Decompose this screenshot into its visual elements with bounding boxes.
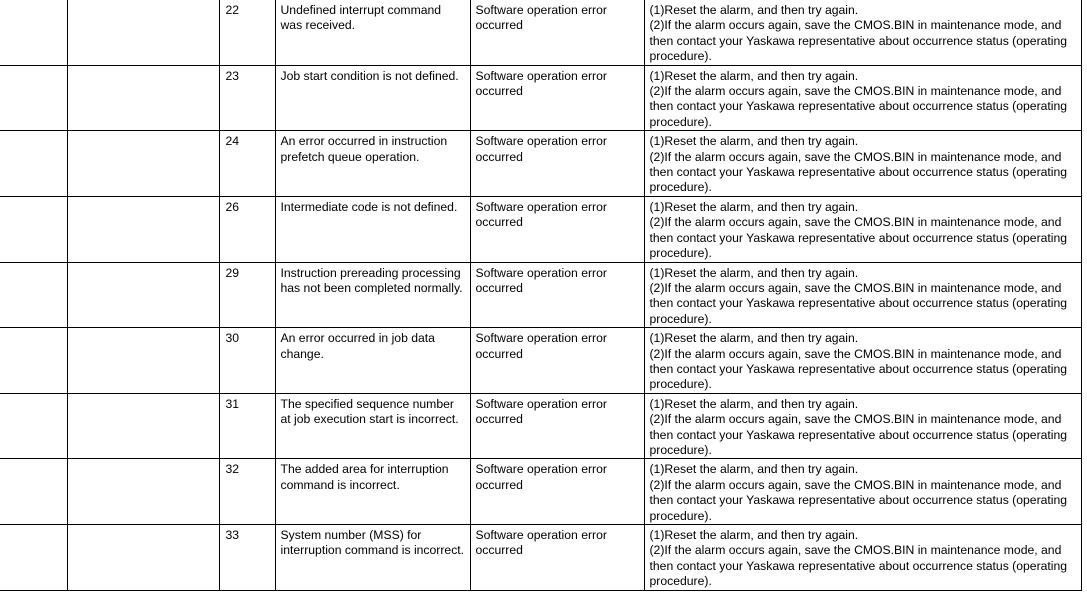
cause-cell: Intermediate code is not defined. (275, 196, 470, 262)
sub-code-cell: 23 (219, 65, 275, 131)
sub-code-cell: 31 (219, 393, 275, 459)
alarm-name-cell (67, 459, 219, 525)
error-type-cell: Software operation error occurred (470, 65, 644, 131)
sub-code-cell: 22 (219, 0, 275, 65)
remedy-cell (644, 328, 1082, 394)
alarm-name-cell (67, 65, 219, 131)
alarm-name-cell (67, 131, 219, 197)
remedy-step: (1)Reset the alarm, and then try again. (649, 265, 859, 280)
error-type-cell: Software operation error occurred (470, 328, 644, 394)
alarm-number-cell (0, 196, 67, 262)
sub-code-cell: 30 (219, 328, 275, 394)
remedy-step: (1)Reset the alarm, and then try again. (649, 396, 859, 411)
alarm-number-cell (0, 393, 67, 459)
cause-cell: System number (MSS) for interruption command is incorrect. (275, 525, 470, 591)
table-row (0, 525, 1082, 591)
remedy-step: (2)If the alarm occurs again, save the CMOS.BIN in maintenance mode, and then contact your Yaskawa representative about occurrence status (operating procedure). (649, 215, 1068, 261)
error-type-cell: Software operation error occurred (470, 262, 644, 328)
table-row (0, 328, 1082, 394)
remedy-step: (1)Reset the alarm, and then try again. (649, 134, 859, 149)
sub-code-cell: 32 (219, 459, 275, 525)
table-row (0, 196, 1082, 262)
remedy-step: (1)Reset the alarm, and then try again. (649, 68, 859, 83)
remedy-step: (2)If the alarm occurs again, save the CMOS.BIN in maintenance mode, and then contact your Yaskawa representative about occurrence status (operating procedure). (649, 149, 1068, 195)
table-row (0, 459, 1082, 525)
table-row (0, 0, 1082, 65)
remedy-step: (2)If the alarm occurs again, save the CMOS.BIN in maintenance mode, and then contact your Yaskawa representative about occurrence status (operating procedure). (649, 543, 1068, 589)
sub-code-cell: 24 (219, 131, 275, 197)
remedy-cell (644, 525, 1082, 591)
remedy-step: (1)Reset the alarm, and then try again. (649, 199, 859, 214)
table-row (0, 131, 1082, 197)
alarm-number-cell (0, 459, 67, 525)
remedy-cell (644, 131, 1082, 197)
table-row (0, 393, 1082, 459)
remedy-step: (1)Reset the alarm, and then try again. (649, 462, 859, 477)
table-row (0, 65, 1082, 131)
remedy-step: (1)Reset the alarm, and then try again. (649, 3, 859, 17)
cause-cell: The specified sequence number at job execution start is incorrect. (275, 393, 470, 459)
remedy-step: (2)If the alarm occurs again, save the CMOS.BIN in maintenance mode, and then contact your Yaskawa representative about occurrence status (operating procedure). (649, 412, 1068, 457)
alarm-name-cell (67, 525, 219, 591)
alarm-number-cell (0, 131, 67, 197)
cause-cell: An error occurred in instruction prefetch queue operation. (275, 131, 470, 197)
alarm-name-cell (67, 393, 219, 459)
alarm-name-cell (67, 196, 219, 262)
remedy-cell (644, 0, 1082, 65)
remedy-step: (2)If the alarm occurs again, save the CMOS.BIN in maintenance mode, and then contact your Yaskawa representative about occurrence status (operating procedure). (649, 18, 1068, 64)
sub-code-cell: 33 (219, 525, 275, 591)
error-type-cell: Software operation error occurred (470, 393, 644, 459)
alarm-name-cell (67, 0, 219, 65)
sub-code-cell: 29 (219, 262, 275, 328)
remedy-cell (644, 393, 1082, 459)
remedy-cell (644, 262, 1082, 328)
cause-cell: Undefined interrupt command was received. (275, 0, 470, 65)
error-type-cell: Software operation error occurred (470, 525, 644, 591)
alarm-number-cell (0, 0, 67, 65)
remedy-step: (2)If the alarm occurs again, save the CMOS.BIN in maintenance mode, and then contact your Yaskawa representative about occurrence status (operating procedure). (649, 477, 1068, 523)
alarm-name-cell (67, 328, 219, 394)
error-type-cell: Software operation error occurred (470, 196, 644, 262)
remedy-cell (644, 196, 1082, 262)
table-row (0, 262, 1082, 328)
cause-cell: Instruction prereading processing has not been completed normally. (275, 262, 470, 328)
cause-cell: Job start condition is not defined. (275, 65, 470, 131)
cause-cell: An error occurred in job data change. (275, 328, 470, 394)
error-type-cell: Software operation error occurred (470, 131, 644, 197)
remedy-cell (644, 65, 1082, 131)
cause-cell: The added area for interruption command is incorrect. (275, 459, 470, 525)
error-type-cell: Software operation error occurred (470, 0, 644, 65)
alarm-number-cell (0, 65, 67, 131)
remedy-step: (2)If the alarm occurs again, save the CMOS.BIN in maintenance mode, and then contact your Yaskawa representative about occurrence status (operating procedure). (649, 84, 1068, 129)
remedy-step: (1)Reset the alarm, and then try again. (649, 528, 859, 542)
remedy-step: (2)If the alarm occurs again, save the CMOS.BIN in maintenance mode, and then contact your Yaskawa representative about occurrence status (operating procedure). (649, 280, 1068, 326)
sub-code-cell: 26 (219, 196, 275, 262)
alarm-number-cell (0, 262, 67, 328)
remedy-cell (644, 459, 1082, 525)
alarm-name-cell (67, 262, 219, 328)
alarm-number-cell (0, 328, 67, 394)
alarm-number-cell (0, 525, 67, 591)
remedy-step: (2)If the alarm occurs again, save the CMOS.BIN in maintenance mode, and then contact your Yaskawa representative about occurrence status (operating procedure). (649, 346, 1068, 392)
error-type-cell: Software operation error occurred (470, 459, 644, 525)
remedy-step: (1)Reset the alarm, and then try again. (649, 331, 859, 346)
